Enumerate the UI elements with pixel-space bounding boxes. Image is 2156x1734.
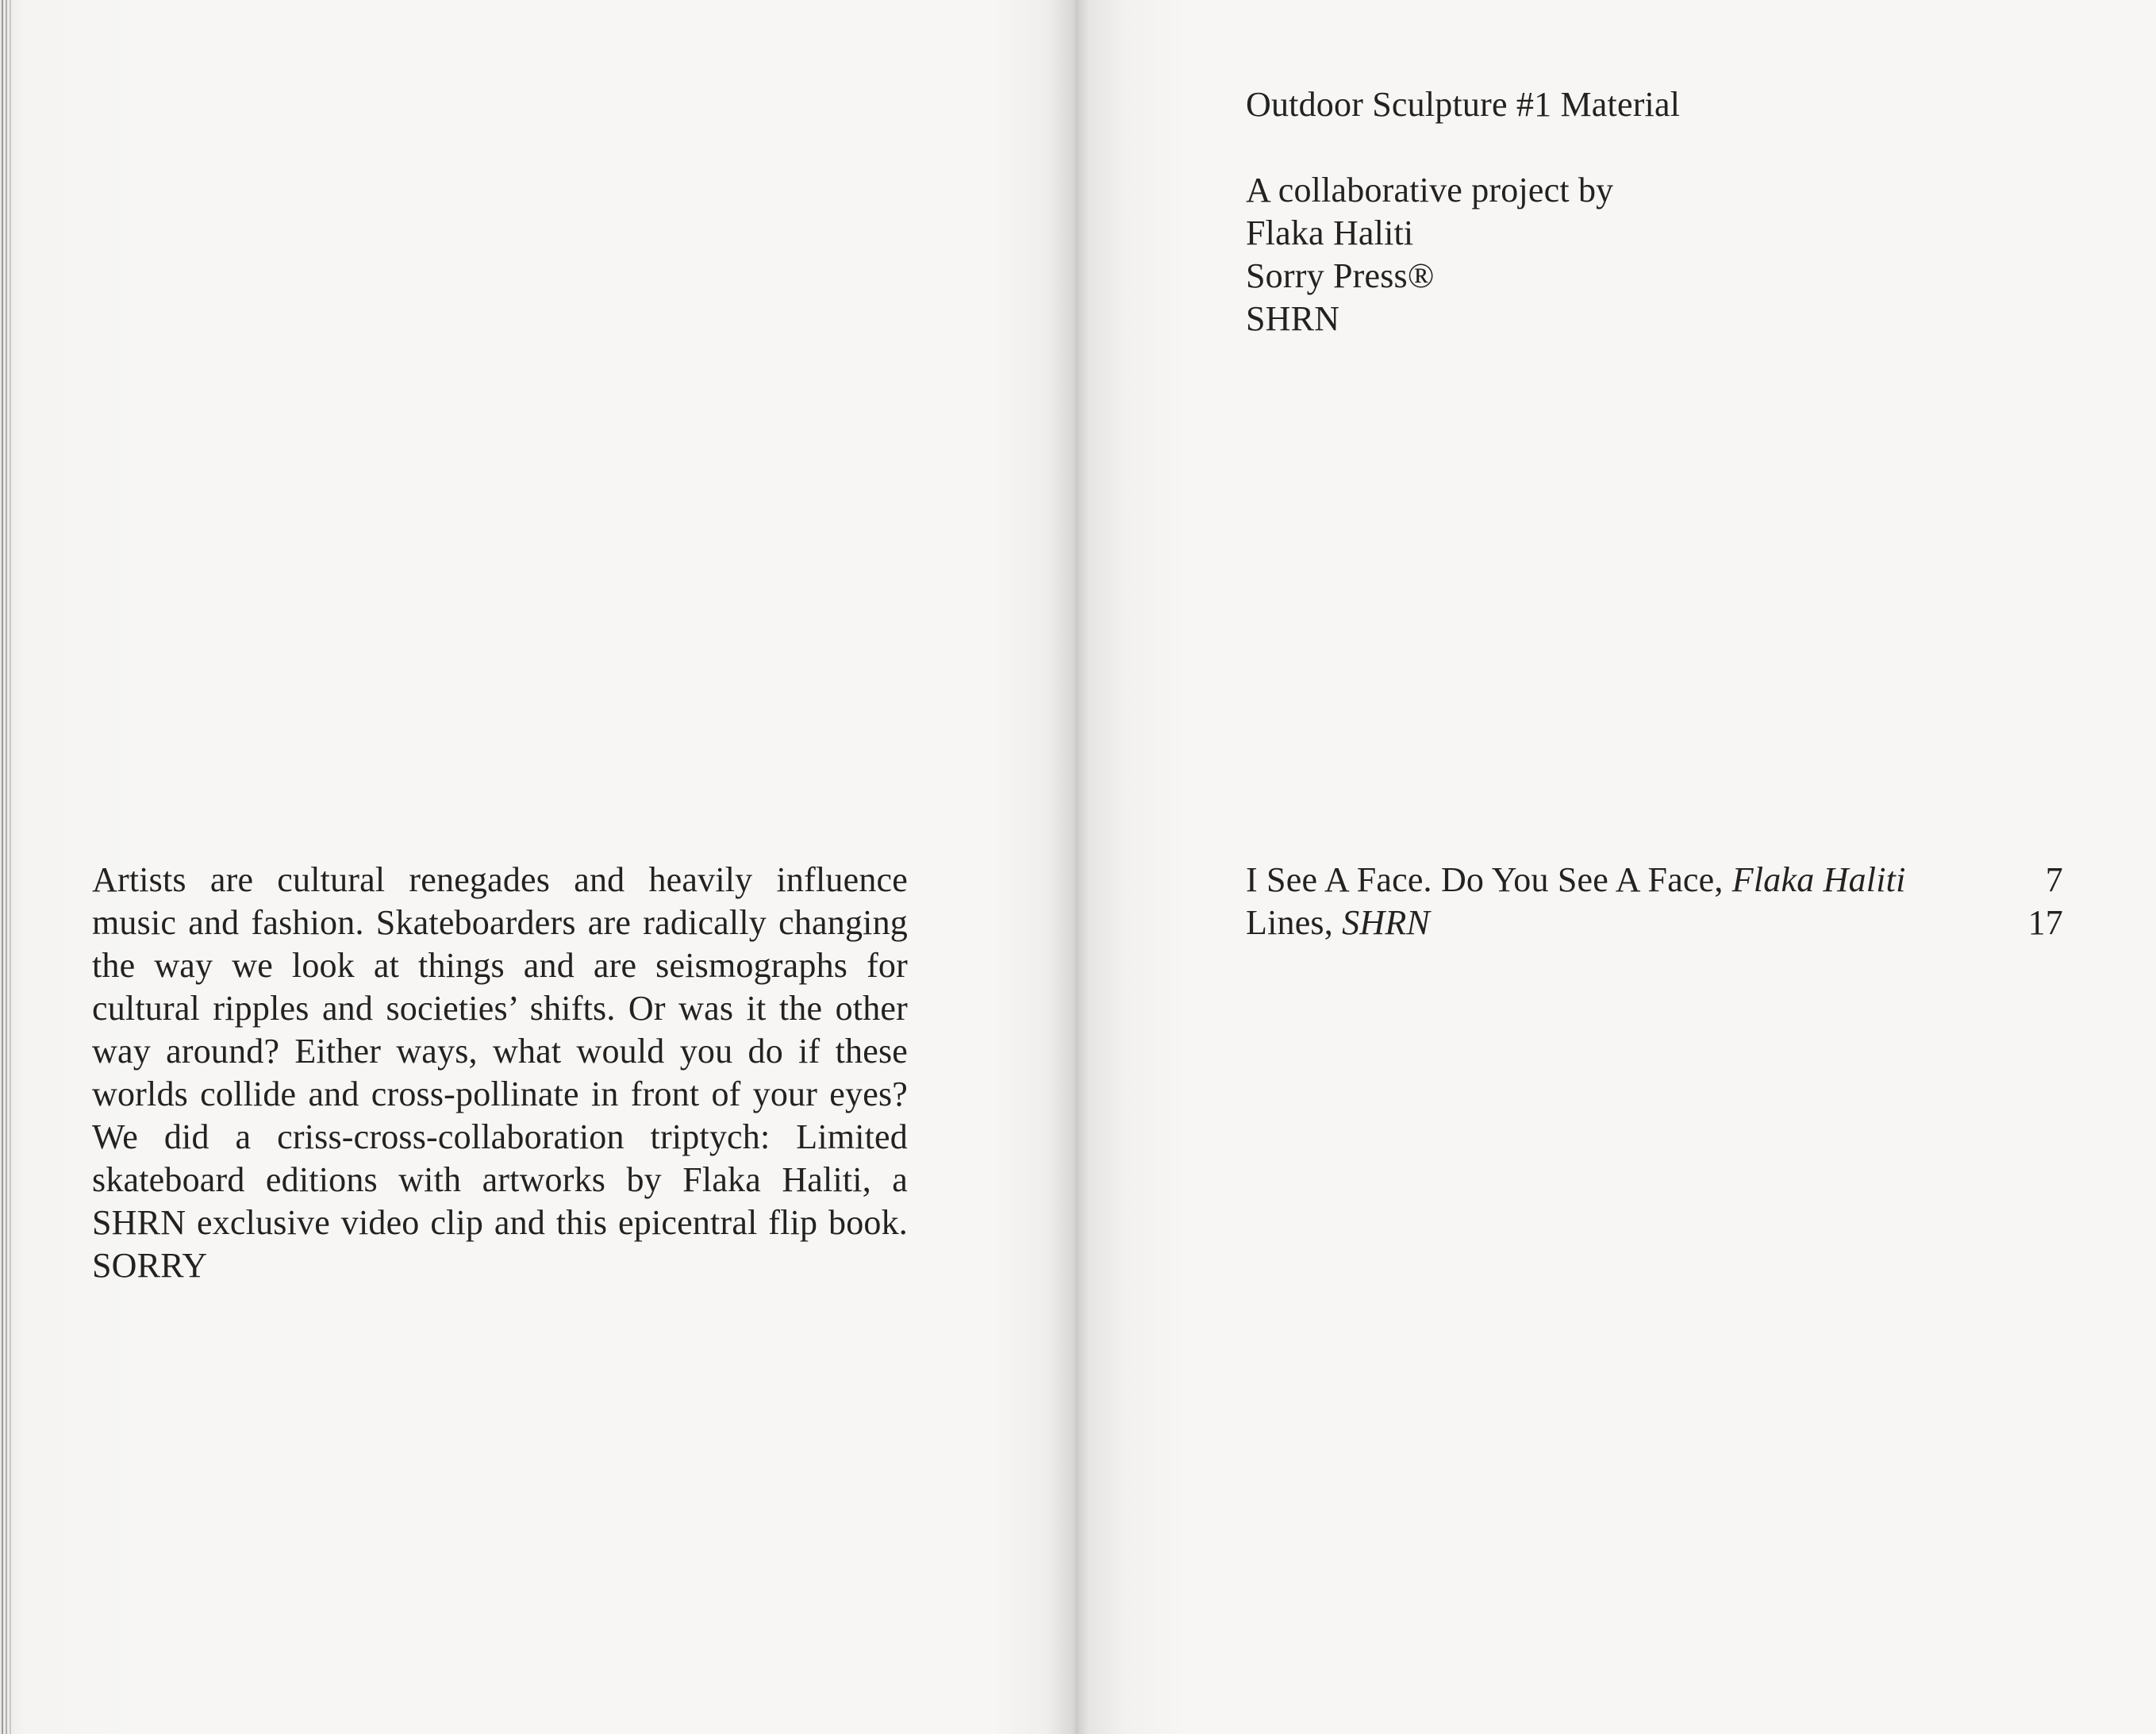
- table-of-contents: [1246, 859, 2063, 944]
- colophon-block: [1246, 83, 1960, 340]
- contributor-2: Sorry Press®: [1246, 256, 1435, 295]
- toc-entry-author: SHRN: [1342, 903, 1430, 942]
- toc-entry-title: Lines, SHRN: [1246, 903, 1430, 942]
- intro-paragraph: [92, 859, 908, 1287]
- toc-entry[interactable]: [1246, 902, 2063, 944]
- toc-entry-page: 7: [2045, 860, 2063, 899]
- toc-entry[interactable]: [1246, 859, 2063, 902]
- toc-entry-author: Flaka Haliti: [1731, 860, 1906, 899]
- page-edge-lines: [0, 0, 16, 1734]
- toc-entry-page: 17: [2027, 903, 2063, 942]
- book-title: Outdoor Sculpture #1 Material: [1246, 85, 1681, 124]
- contributor-3: SHRN: [1246, 299, 1340, 338]
- contributor-1: Flaka Haliti: [1246, 213, 1414, 252]
- intro-paragraph-text: Artists are cultural renegades and heavily influence music and fashion. Skateboarders are radically changing the way we look at things and are seismographs for cultural ripples and societies’ shifts. Or was it the other way around? Either ways, what would you do if these worlds collide and cross-pollinate in front of your eyes? We did a criss-cross-collaboration triptych: Limited skateboard editions with artworks by Flaka Haliti, a SHRN exclusive video clip and this epicentral flip book. SORRY: [92, 860, 908, 1285]
- toc-entry-title: I See A Face. Do You See A Face, Flaka Haliti: [1246, 860, 1906, 899]
- collab-intro: A collaborative project by: [1246, 171, 1614, 210]
